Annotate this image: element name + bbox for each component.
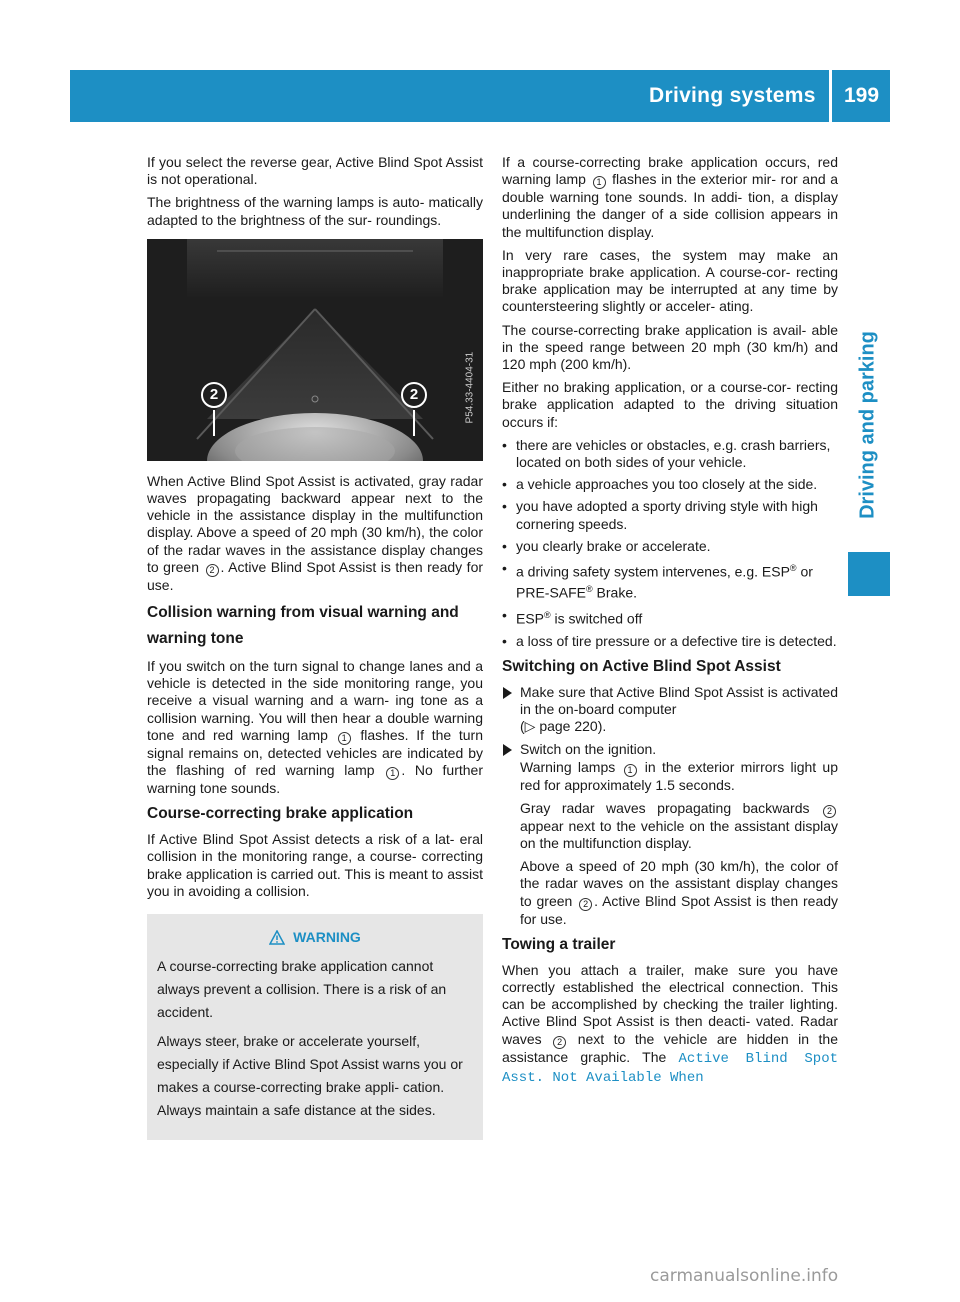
list-item: • a driving safety system intervenes, e.g. ESP® or PRE-SAFE® Brake. [502, 560, 838, 602]
paragraph: The course-correcting brake application is avail- able in the speed range between 20 mph (30 km/h) and 120 mph (200 km/h). [502, 321, 838, 373]
instruction-step: Make sure that Active Blind Spot Assist is activated in the on-board computer (▷ page 220). [502, 684, 838, 736]
paragraph: The brightness of the warning lamps is auto- matically adapted to the brightness of the sur- roundings. [147, 194, 483, 228]
heading-switching-on: Switching on Active Blind Spot Assist [502, 657, 781, 675]
step-arrow-icon [503, 687, 512, 699]
callout-radar-left: 2 [201, 382, 227, 408]
warning-paragraph: A course-correcting brake application cannot always prevent a collision. There is a risk of an accident. [157, 958, 447, 1021]
right-column [502, 154, 838, 1093]
list-item: • you clearly brake or accelerate. [502, 538, 838, 555]
list-item: • there are vehicles or obstacles, e.g. crash barriers, located on both sides of your vehicle. [502, 437, 838, 471]
paragraph: If Active Blind Spot Assist detects a risk of a lat- eral collision in the monitoring range, a course- correcting brake application is carried out. This is meant to assist you in avoiding a collision. [147, 831, 483, 899]
paragraph: When Active Blind Spot Assist is activated, gray radar waves propagating backward appear next to the vehicle in the assistance display in the multifunction display. Above a speed of 20 mph (30 km/h), the color of the radar waves in the assistance display changes to green 2 . Active Blind Spot Assist is then ready for use. [147, 472, 484, 593]
side-chapter-label [848, 310, 888, 540]
list-item: • a loss of tire pressure or a defective tire is detected. [502, 633, 838, 650]
display-message: Active Blind Spot Asst. Not Available When [502, 1050, 839, 1086]
assistance-display-illustration [147, 239, 483, 461]
left-column [147, 154, 483, 1140]
heading-collision-warning: Collision warning from visual warning and warning tone [147, 604, 459, 648]
section-title: Driving systems [649, 84, 816, 107]
ref-1: 1 [338, 732, 351, 745]
page-number: 199 [844, 84, 880, 107]
header-divider [829, 70, 832, 122]
paragraph: Either no braking application, or a course-cor- recting brake application adapted to the driving situation occurs if: [502, 379, 838, 430]
callout-radar-right: 2 [401, 382, 427, 408]
side-chapter-text: Driving and parking [856, 331, 879, 519]
paragraph: If you select the reverse gear, Active Blind Spot Assist is not operational. [147, 154, 483, 188]
ref-2: 2 [553, 1036, 566, 1049]
instruction-step: Switch on the ignition. Warning lamps 1 in the exterior mirrors light up red for approximately 1.5 seconds. Gray radar waves propagating backwards 2 appear next to the vehicle on the assistant display on the multifunction display. Above a speed of 20 mph (30 km/h), the color of the radar waves on the assistant display changes to green 2 . Active Blind Spot Assist is then ready for use. [502, 741, 838, 927]
warning-header [157, 926, 473, 949]
list-item: • you have adopted a sporty driving style with high cornering speeds. [502, 498, 838, 532]
page-reference-link[interactable]: (▷ page 220). [520, 718, 607, 735]
ref-2: 2 [579, 898, 592, 911]
warning-paragraph: Always steer, brake or accelerate yourself, especially if Active Blind Spot Assist warns you or makes a course-correcting brake appli- cation. Always maintain a safe distance at the sides. [157, 1033, 463, 1119]
paragraph: When you attach a trailer, make sure you have correctly established the electrical connection. This can be accomplished by checking the trailer lighting. Active Blind Spot Assist is then deacti- vated. Radar waves 2 next to the vehicle are hidden in the assistance graphic. The Active Blind Spot Asst. Not Available When [502, 961, 839, 1086]
ref-2: 2 [206, 564, 219, 577]
callout-line-left [213, 410, 215, 436]
paragraph: In very rare cases, the system may make an inappropriate brake application. A course-cor- recting brake application may be interrupted at any time by countersteering slightly or acceler- ating. [502, 246, 838, 315]
step-arrow-icon [503, 744, 512, 756]
assistance-display-figure [147, 239, 483, 461]
figure-code: P54.33-4404-31 [464, 351, 476, 424]
callout-line-right [413, 410, 415, 436]
list-item: • a vehicle approaches you too closely at the side. [502, 476, 838, 493]
heading-towing: Towing a trailer [502, 935, 616, 953]
watermark: carmanualsonline.info [650, 1266, 839, 1286]
ref-2: 2 [823, 805, 836, 818]
heading-course-correcting: Course-correcting brake application [147, 805, 414, 823]
warning-triangle-icon [269, 930, 285, 945]
warning-box [147, 914, 483, 1140]
ref-1: 1 [624, 764, 637, 777]
side-chapter-marker [848, 552, 890, 596]
paragraph: If you switch on the turn signal to change lanes and a vehicle is detected in the side monitoring range, you receive a visual warning and a warn- ing tone as a collision warning. You will then hear a double warning tone and red warning lamp 1 flashes. If the turn signal remains on, detected vehicles are indicated by the flashing of red warning lamp 1 . No further warning tone sounds. [147, 658, 483, 797]
list-item: • ESP® is switched off [502, 607, 838, 628]
condition-list [502, 437, 838, 650]
ref-1: 1 [593, 176, 606, 189]
paragraph: If a course-correcting brake application occurs, red warning lamp 1 flashes in the exterior mir- ror and a double warning tone sounds. In addi- tion, a display underlining the danger of a side collision appears in the multifunction display. [502, 154, 839, 240]
ref-1: 1 [386, 767, 399, 780]
warning-title: WARNING [293, 929, 361, 946]
